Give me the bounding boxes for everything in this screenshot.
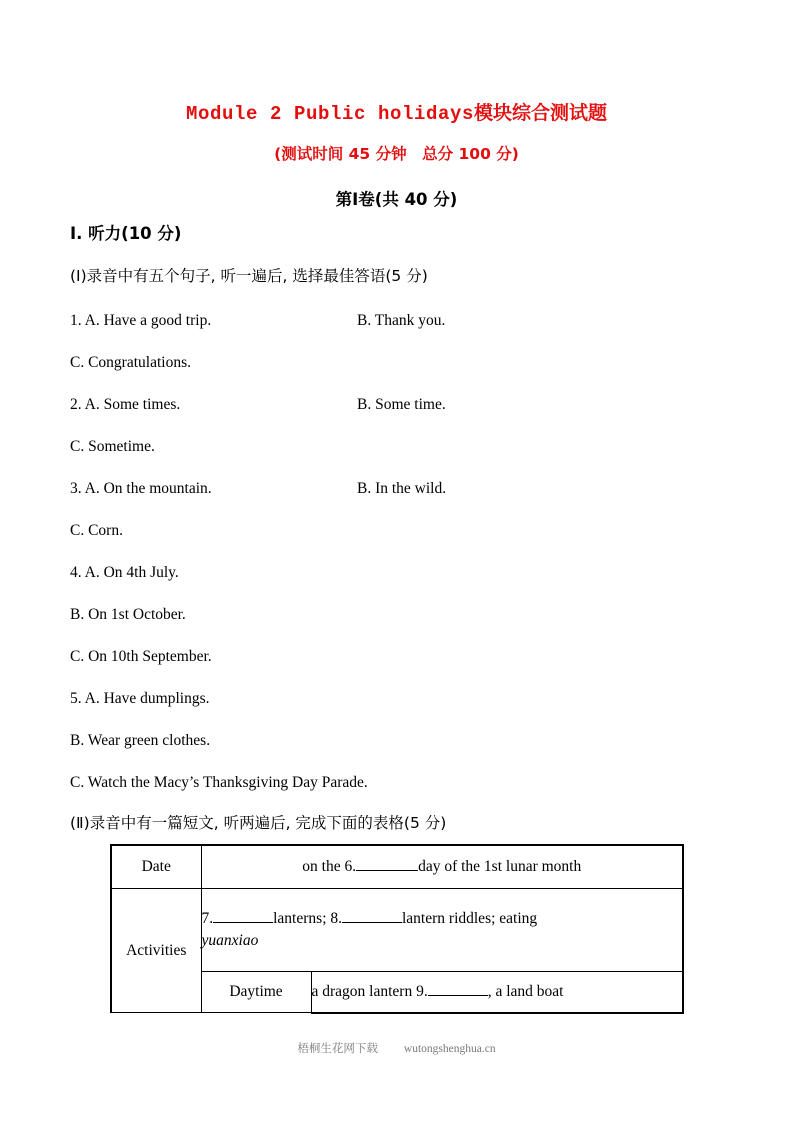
question-line bbox=[70, 353, 191, 373]
section-heading-listening-text: Ⅰ. 听力(10 分) bbox=[70, 224, 182, 243]
question-line bbox=[70, 647, 212, 667]
answer-blank-7[interactable] bbox=[213, 908, 273, 923]
listening-table bbox=[110, 844, 684, 1014]
table-cell-activities-value bbox=[201, 889, 683, 972]
table-cell-date-value bbox=[201, 845, 683, 889]
instruction-part-1 bbox=[70, 264, 428, 286]
option-text-left: 5. A. Have dumplings. bbox=[70, 690, 210, 707]
date-text-after: day of the 1st lunar month bbox=[418, 858, 582, 875]
page-subtitle-text: (测试时间 45 分钟 总分 100 分) bbox=[274, 145, 519, 163]
activities-italic-term: yuanxiao bbox=[201, 932, 259, 949]
option-text-left: 2. A. Some times. bbox=[70, 396, 181, 413]
activities-line-1 bbox=[202, 908, 683, 930]
page-subtitle bbox=[0, 143, 793, 166]
option-text-left: C. Congratulations. bbox=[70, 354, 191, 371]
option-text-left: 1. A. Have a good trip. bbox=[70, 312, 212, 329]
question-line bbox=[70, 773, 368, 793]
question-line bbox=[70, 521, 123, 541]
paper-part-heading bbox=[0, 186, 793, 210]
page-footer bbox=[0, 1040, 793, 1056]
paper-part-heading-text: 第Ⅰ卷(共 40 分) bbox=[335, 190, 458, 209]
page-title-english: Module 2 Public holidays bbox=[185, 103, 475, 125]
instruction-part-1-text: (Ⅰ)录音中有五个句子, 听一遍后, 选择最佳答语(5 分) bbox=[70, 267, 428, 285]
option-text-right: B. Some time. bbox=[357, 396, 446, 413]
question-line bbox=[70, 563, 179, 583]
option-text-left: B. On 1st October. bbox=[70, 606, 186, 623]
activities-text-8: lantern riddles; eating bbox=[402, 910, 538, 927]
instruction-part-2 bbox=[70, 811, 446, 833]
question-line bbox=[70, 689, 210, 709]
table-row bbox=[111, 889, 683, 972]
option-text-left: B. Wear green clothes. bbox=[70, 732, 211, 749]
option-text-left: 4. A. On 4th July. bbox=[70, 564, 179, 581]
activities-text-7: lanterns; 8. bbox=[273, 910, 342, 927]
option-text-right: B. In the wild. bbox=[357, 480, 447, 497]
question-line bbox=[70, 395, 446, 415]
question-line bbox=[70, 605, 186, 625]
table-cell-date-label: Date bbox=[111, 845, 201, 889]
option-text-left: C. Watch the Macy’s Thanksgiving Day Parade. bbox=[70, 774, 368, 791]
answer-blank-9[interactable] bbox=[428, 981, 488, 996]
option-text-left: C. Corn. bbox=[70, 522, 123, 539]
question-line bbox=[70, 731, 210, 751]
page-title-chinese: 模块综合测试题 bbox=[474, 102, 608, 124]
instruction-part-2-text: (Ⅱ)录音中有一篇短文, 听两遍后, 完成下面的表格(5 分) bbox=[70, 814, 447, 832]
page-title bbox=[0, 100, 793, 127]
option-text-left: C. Sometime. bbox=[70, 438, 155, 455]
question-line bbox=[70, 437, 155, 457]
answer-blank-6[interactable] bbox=[356, 856, 418, 871]
daytime-text-after: , a land boat bbox=[487, 982, 564, 1000]
table-cell-activities-label: Activities bbox=[111, 889, 201, 1013]
question-line bbox=[70, 479, 447, 499]
answer-blank-8[interactable] bbox=[342, 908, 402, 923]
footer-site-url: wutongshenghua.cn bbox=[403, 1043, 496, 1055]
option-text-left: C. On 10th September. bbox=[70, 648, 212, 665]
activities-num-7: 7. bbox=[201, 910, 214, 927]
table-cell-daytime-value bbox=[311, 972, 683, 1013]
table-cell-daytime-label: Daytime bbox=[201, 972, 311, 1013]
question-line bbox=[70, 311, 446, 331]
daytime-text-before: a dragon lantern 9. bbox=[311, 982, 428, 1000]
table-row bbox=[111, 845, 683, 889]
option-text-right: B. Thank you. bbox=[357, 312, 446, 329]
option-text-left: 3. A. On the mountain. bbox=[70, 480, 212, 497]
section-heading-listening bbox=[70, 220, 181, 244]
footer-site-name: 梧桐生花网下载 bbox=[297, 1041, 378, 1055]
date-text-before: on the 6. bbox=[302, 858, 357, 875]
